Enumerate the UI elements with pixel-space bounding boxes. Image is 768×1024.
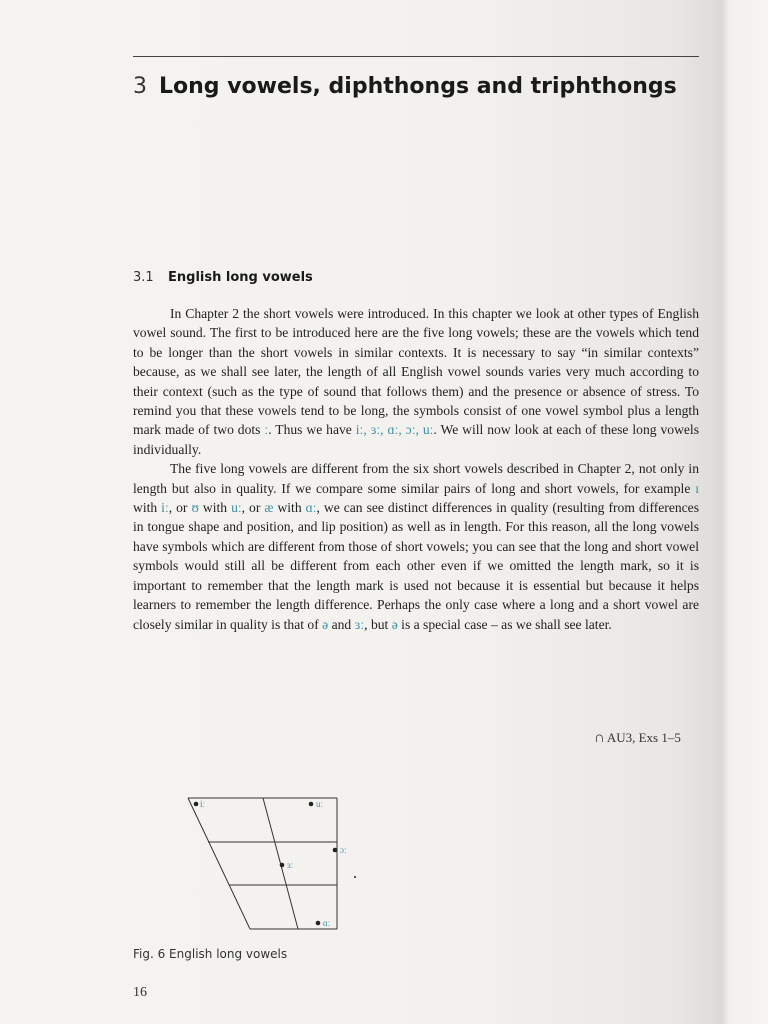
phonetic-symbol: uː	[231, 500, 242, 516]
figure-caption: Fig. 6 English long vowels	[133, 947, 288, 961]
chapter-number: 3	[133, 74, 147, 99]
vowel-label-u: uː	[316, 799, 324, 809]
vowel-quadrilateral	[185, 795, 345, 935]
vowel-dot-o	[333, 848, 338, 853]
phonetic-symbol: ː	[264, 422, 269, 438]
section-title: English long vowels	[168, 270, 313, 285]
vowel-dot-i	[194, 802, 199, 807]
vowel-label-o: ɔː	[340, 845, 347, 855]
phonetic-symbol: iː, ɜː, ɑː, ɔː, uː	[355, 422, 434, 438]
vowel-dot-e	[280, 863, 285, 868]
section-heading	[133, 270, 313, 285]
running-header-rule	[133, 56, 699, 57]
headphones-icon: ∩	[594, 730, 605, 746]
paragraph: The five long vowels are different from the six short vowels described in Chapter 2, not only in length but also in quality. If we compare some similar pairs of long and short vowels, for example ɪ with iː, or ʊ with uː, or æ with ɑː, we can see distinct differences in quality (resulting from differences in tongue shape and position, and lip position) as well as in length. For this reason, all the long vowels have symbols which are different from those of short vowels; you can see that the long and short vowel symbols would still all be different from each other even if we omitted the length mark, so it is important to remember that the length mark is used not because it is essential but because it helps learners to remember the length difference. Perhaps the only case where a long and a short vowel are closely similar in quality is that of ə and ɜː, but ə is a special case – as we shall see later.	[133, 461, 700, 632]
phonetic-symbol: ɜː	[354, 616, 365, 632]
phonetic-symbol: ɪ	[695, 480, 699, 496]
vowel-label-e: ɜː	[287, 860, 294, 870]
section-number: 3.1	[133, 270, 154, 285]
vowel-dot-u	[309, 802, 314, 807]
stray-mark	[354, 876, 356, 878]
chapter-heading	[133, 74, 677, 99]
vowel-dot-a	[316, 921, 321, 926]
audio-reference-text: AU3, Exs 1–5	[606, 730, 681, 745]
body-text	[133, 304, 699, 634]
page-number: 16	[133, 985, 147, 1000]
phonetic-symbol: iː	[161, 500, 169, 516]
chapter-title: Long vowels, diphthongs and triphthongs	[159, 74, 677, 99]
phonetic-symbol: ʊ	[191, 500, 199, 516]
phonetic-symbol: ə	[391, 616, 398, 632]
vowel-label-a: ɑː	[323, 918, 331, 928]
quadrilateral-front-edge	[188, 798, 250, 929]
vowel-label-i: iː	[200, 799, 206, 809]
audio-reference	[594, 730, 681, 747]
paragraph: In Chapter 2 the short vowels were introduced. In this chapter we look at other types of English vowel sound. The first to be introduced here are the five long vowels; these are the vowels which tend to be longer than the short vowels in similar contexts. It is necessary to say “in similar contexts” because, as we shall see later, the length of all English vowel sounds varies very much according to their context (such as the type of sound that follows them) and the presence or absence of stress. To remind you that these vowels tend to be long, the symbols consist of one vowel symbol plus a length mark made of two dots ː. Thus we have iː, ɜː, ɑː, ɔː, uː. We will now look at each of these long vowels individually.	[133, 306, 699, 457]
phonetic-symbol: æ	[264, 500, 274, 516]
phonetic-symbol: ə	[322, 616, 329, 632]
phonetic-symbol: ɑː	[305, 500, 317, 516]
